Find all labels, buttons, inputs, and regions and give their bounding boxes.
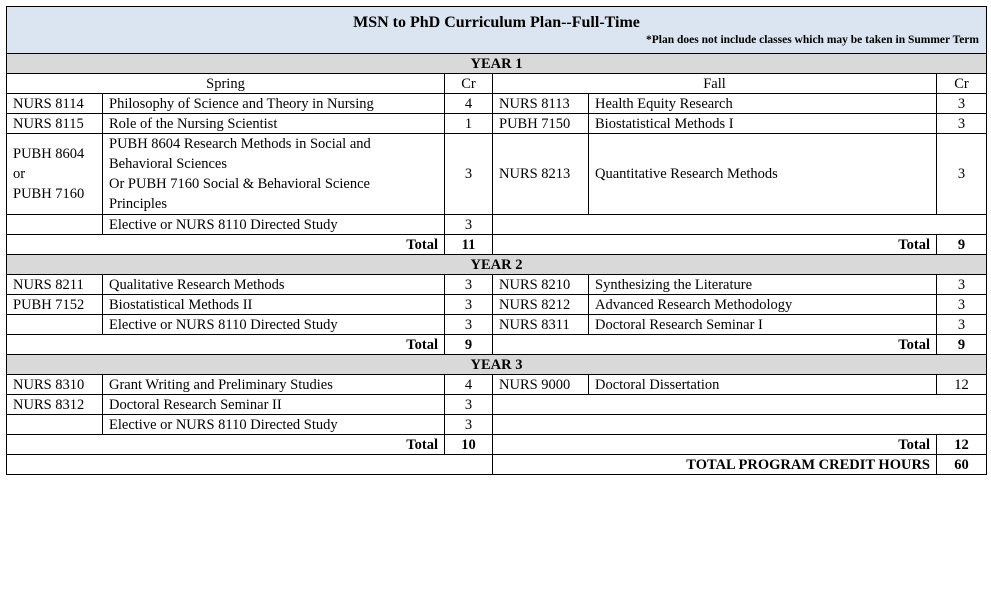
table-row [7,375,987,395]
program-total-row [7,455,987,475]
course-title: Philosophy of Science and Theory in Nursing [103,94,445,114]
course-code [7,415,103,435]
course-title-line: PUBH 8604 Research Methods in Social and [109,136,371,152]
course-code-line: PUBH 7160 [13,186,85,202]
credit-value: 1 [445,114,493,134]
table-row [7,114,987,134]
course-code [7,315,103,335]
credit-value: 3 [445,395,493,415]
course-code: NURS 8113 [493,94,589,114]
fall-header: Fall [493,74,937,94]
empty-total-cell [7,455,493,475]
course-title: Advanced Research Methodology [589,295,937,315]
total-row [7,235,987,255]
course-code: NURS 8114 [7,94,103,114]
course-title: Qualitative Research Methods [103,275,445,295]
year-3-header: YEAR 3 [7,355,987,375]
course-code: NURS 8115 [7,114,103,134]
course-title: Quantitative Research Methods [589,134,937,215]
course-code-line: or [13,166,26,182]
table-row [7,275,987,295]
course-title: Role of the Nursing Scientist [103,114,445,134]
empty-fall-cell [493,395,987,415]
credit-value: 3 [937,275,987,295]
course-code-line: PUBH 8604 [13,146,85,162]
total-row [7,435,987,455]
fall-total-label: Total [493,235,937,255]
spring-total-label: Total [7,335,445,355]
spring-cr-header: Cr [445,74,493,94]
course-code: NURS 8213 [493,134,589,215]
year-2-header: YEAR 2 [7,255,987,275]
table-row [7,215,987,235]
course-code [7,215,103,235]
course-title [103,134,445,215]
credit-value: 3 [937,315,987,335]
empty-fall-cell [493,415,987,435]
empty-fall-cell [493,215,987,235]
course-title: Health Equity Research [589,94,937,114]
course-title: Doctoral Research Seminar I [589,315,937,335]
course-title: Grant Writing and Preliminary Studies [103,375,445,395]
fall-total-value: 12 [937,435,987,455]
course-code: NURS 8310 [7,375,103,395]
credit-value: 12 [937,375,987,395]
total-row [7,335,987,355]
course-code: NURS 8312 [7,395,103,415]
table-row [7,134,987,215]
spring-total-label: Total [7,235,445,255]
table-row [7,295,987,315]
fall-total-label: Total [493,335,937,355]
curriculum-table [6,6,987,475]
course-code: NURS 8210 [493,275,589,295]
table-row [7,395,987,415]
course-code: NURS 8212 [493,295,589,315]
credit-value: 3 [445,275,493,295]
spring-header: Spring [7,74,445,94]
fall-total-label: Total [493,435,937,455]
column-header-row [7,74,987,94]
table-row [7,315,987,335]
credit-value: 3 [445,415,493,435]
course-code: NURS 8311 [493,315,589,335]
course-code: NURS 8211 [7,275,103,295]
course-code: NURS 9000 [493,375,589,395]
spring-total-value: 9 [445,335,493,355]
course-title-line: Principles [109,196,167,212]
table-row [7,415,987,435]
program-total-label: TOTAL PROGRAM CREDIT HOURS [493,455,937,475]
course-code [7,134,103,215]
table-row [7,94,987,114]
spring-total-label: Total [7,435,445,455]
credit-value: 3 [937,94,987,114]
course-title: Doctoral Dissertation [589,375,937,395]
fall-total-value: 9 [937,235,987,255]
course-title: Biostatistical Methods II [103,295,445,315]
course-code: PUBH 7152 [7,295,103,315]
year-1-header: YEAR 1 [7,54,987,74]
program-total-value: 60 [937,455,987,475]
summer-note: *Plan does not include classes which may be taken in Summer Term [646,34,979,46]
course-title-line: Behavioral Sciences [109,156,227,172]
course-title: Synthesizing the Literature [589,275,937,295]
fall-cr-header: Cr [937,74,987,94]
spring-total-value: 10 [445,435,493,455]
credit-value: 3 [937,114,987,134]
spring-total-value: 11 [445,235,493,255]
course-title: Doctoral Research Seminar II [103,395,445,415]
credit-value: 3 [445,295,493,315]
credit-value: 3 [445,134,493,215]
credit-value: 4 [445,375,493,395]
course-title: Elective or NURS 8110 Directed Study [103,415,445,435]
credit-value: 3 [937,134,987,215]
course-code: PUBH 7150 [493,114,589,134]
credit-value: 3 [445,215,493,235]
fall-total-value: 9 [937,335,987,355]
header-banner [7,7,987,54]
course-title: Elective or NURS 8110 Directed Study [103,315,445,335]
course-title: Elective or NURS 8110 Directed Study [103,215,445,235]
credit-value: 3 [445,315,493,335]
credit-value: 4 [445,94,493,114]
page-title: MSN to PhD Curriculum Plan--Full-Time [353,14,640,31]
credit-value: 3 [937,295,987,315]
course-title-line: Or PUBH 7160 Social & Behavioral Science [109,176,370,192]
course-title: Biostatistical Methods I [589,114,937,134]
